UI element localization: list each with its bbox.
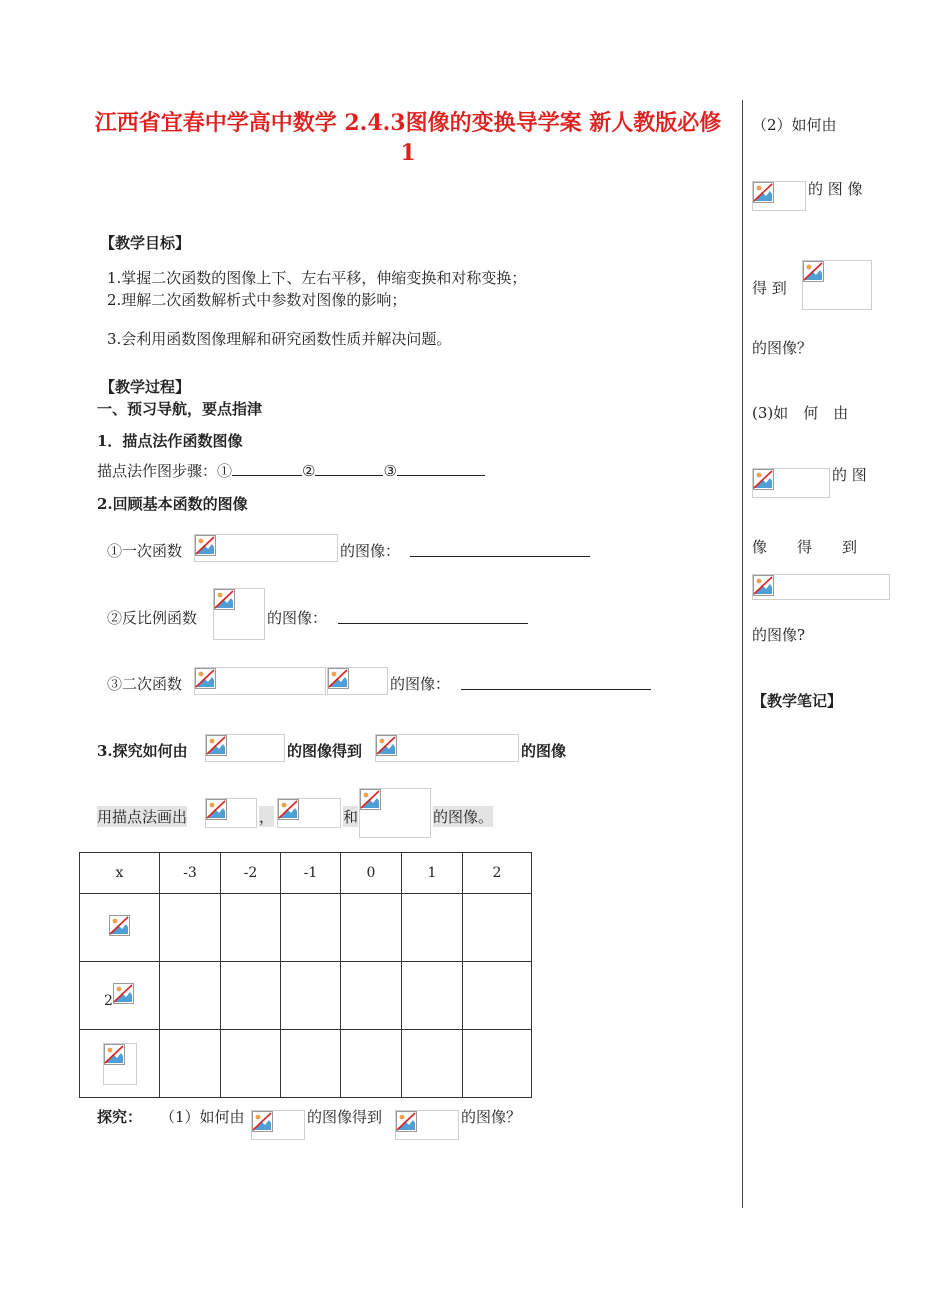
broken-image-icon (803, 261, 825, 283)
table-header-cell: 0 (341, 853, 402, 894)
table-cell[interactable] (341, 962, 402, 1030)
formula-image (194, 667, 326, 695)
explore-heading-b: 的图像得到 (287, 742, 363, 760)
plot-text-b: ， (259, 808, 275, 826)
plot-text-d: 的图像。 (433, 808, 494, 826)
formula-image (395, 1110, 459, 1140)
broken-image-icon (396, 1111, 418, 1133)
formula-image (327, 667, 388, 695)
table-cell[interactable] (463, 1030, 532, 1098)
table-header-cell: 2 (463, 853, 532, 894)
sidebar-q2: （2）如何由 (752, 116, 837, 134)
objective-item: 2.理解二次函数解析式中参数对图像的影响； (107, 291, 407, 309)
column-divider (742, 100, 743, 1208)
explore-q1-a: （1）如何由 (160, 1108, 245, 1126)
table-header-cell: 1 (402, 853, 463, 894)
steps-label: 描点法作图步骤： (97, 462, 218, 480)
formula-image (752, 181, 806, 211)
table-cell[interactable] (463, 894, 532, 962)
formula-image (194, 534, 338, 562)
fn-linear-label: ①一次函数 (107, 542, 183, 560)
step-mark: ② (302, 462, 316, 480)
formula-image (251, 1110, 305, 1140)
formula-image (277, 798, 341, 828)
sidebar-text: 像 得 到 (752, 538, 858, 556)
plot-text-a: 用描点法画出 (97, 808, 188, 826)
broken-image-icon (753, 575, 775, 597)
notes-heading: 【教学笔记】 (752, 692, 843, 710)
formula-image (103, 1043, 137, 1085)
blank-line (315, 461, 383, 476)
value-table (79, 852, 532, 1098)
broken-image-icon (376, 735, 398, 757)
blank-line (338, 609, 528, 624)
formula-image (205, 734, 285, 762)
table-row (80, 894, 532, 962)
explore-heading-c: 的图像 (521, 742, 567, 760)
table-cell[interactable] (341, 894, 402, 962)
step-mark: ① (217, 462, 233, 480)
broken-image-icon (360, 789, 382, 811)
formula-image (213, 588, 265, 640)
row-label-cell (80, 962, 160, 1030)
table-header-cell: -1 (281, 853, 341, 894)
row-label-cell (80, 1030, 160, 1098)
blank-line (397, 461, 485, 476)
table-cell[interactable] (160, 962, 221, 1030)
broken-image-icon (214, 589, 236, 611)
table-cell[interactable] (402, 962, 463, 1030)
table-cell[interactable] (221, 894, 281, 962)
table-header-row (80, 853, 532, 894)
fn-quadratic-label: ③二次函数 (107, 675, 183, 693)
broken-image-icon (104, 1044, 126, 1066)
sidebar-text: 得 到 (752, 279, 787, 297)
broken-image-icon (753, 469, 775, 491)
broken-image-icon (195, 668, 217, 690)
sidebar-text: 的图像？ (752, 339, 813, 357)
fn-inverse-label: ②反比例函数 (107, 609, 198, 627)
table-cell[interactable] (221, 1030, 281, 1098)
explore-q1-b: 的图像得到 (307, 1108, 383, 1126)
formula-image (375, 734, 519, 762)
blank-line (232, 461, 302, 476)
sidebar-text: 的图像? (752, 626, 806, 644)
row-label-cell (80, 894, 160, 962)
subsection-heading: 2.回顾基本函数的图像 (97, 495, 248, 513)
sidebar-q3: (3)如 何 由 (752, 404, 849, 422)
table-cell[interactable] (402, 894, 463, 962)
graph-label: 的图像： (390, 675, 451, 693)
sidebar-text: 的 图 (832, 466, 867, 484)
process-heading: 【教学过程】 (100, 378, 191, 396)
table-cell[interactable] (281, 1030, 341, 1098)
broken-image-icon (753, 182, 775, 204)
table-cell[interactable] (341, 1030, 402, 1098)
plot-text-c: 和 (343, 808, 359, 826)
subsection-heading: 1．描点法作函数图像 (97, 432, 243, 450)
table-cell[interactable] (281, 962, 341, 1030)
formula-image (359, 788, 431, 838)
objective-item: 1.掌握二次函数的图像上下、左右平移，伸缩变换和对称变换； (107, 269, 527, 287)
sidebar-text: 的 图 像 (808, 180, 863, 198)
objectives-heading: 【教学目标】 (100, 234, 191, 252)
section-heading: 一、预习导航，要点指津 (97, 400, 263, 418)
blank-line (461, 675, 651, 690)
broken-image-icon (252, 1111, 274, 1133)
table-cell[interactable] (463, 962, 532, 1030)
row-prefix: 2 (104, 992, 113, 1009)
formula-image (752, 574, 890, 600)
table-row (80, 1030, 532, 1098)
table-cell[interactable] (221, 962, 281, 1030)
table-header-cell: -2 (221, 853, 281, 894)
explore-heading-a: 3.探究如何由 (97, 742, 188, 760)
page-title: 江西省宜春中学高中数学 2.4.3图像的变换导学案 新人教版必修1 (94, 110, 722, 166)
table-cell[interactable] (402, 1030, 463, 1098)
table-header-cell: -3 (160, 853, 221, 894)
formula-image (205, 798, 257, 828)
table-cell[interactable] (160, 894, 221, 962)
step-mark: ③ (383, 462, 397, 480)
graph-label: 的图像： (267, 609, 328, 627)
broken-image-icon (109, 915, 131, 937)
broken-image-icon (328, 668, 350, 690)
table-row (80, 962, 532, 1030)
table-header-cell: x (80, 853, 160, 894)
broken-image-icon (195, 535, 217, 557)
table-cell[interactable] (281, 894, 341, 962)
broken-image-icon (206, 799, 228, 821)
graph-label: 的图像： (340, 542, 401, 560)
table-cell[interactable] (160, 1030, 221, 1098)
formula-image (802, 260, 872, 310)
explore-label: 探究： (97, 1108, 143, 1126)
broken-image-icon (113, 983, 135, 1005)
broken-image-icon (206, 735, 228, 757)
broken-image-icon (278, 799, 300, 821)
formula-image (752, 468, 830, 498)
blank-line (410, 542, 590, 557)
objective-item: 3.会利用函数图像理解和研究函数性质并解决问题。 (107, 330, 452, 348)
explore-q1-c: 的图像？ (461, 1108, 522, 1126)
steps-line (97, 460, 485, 481)
